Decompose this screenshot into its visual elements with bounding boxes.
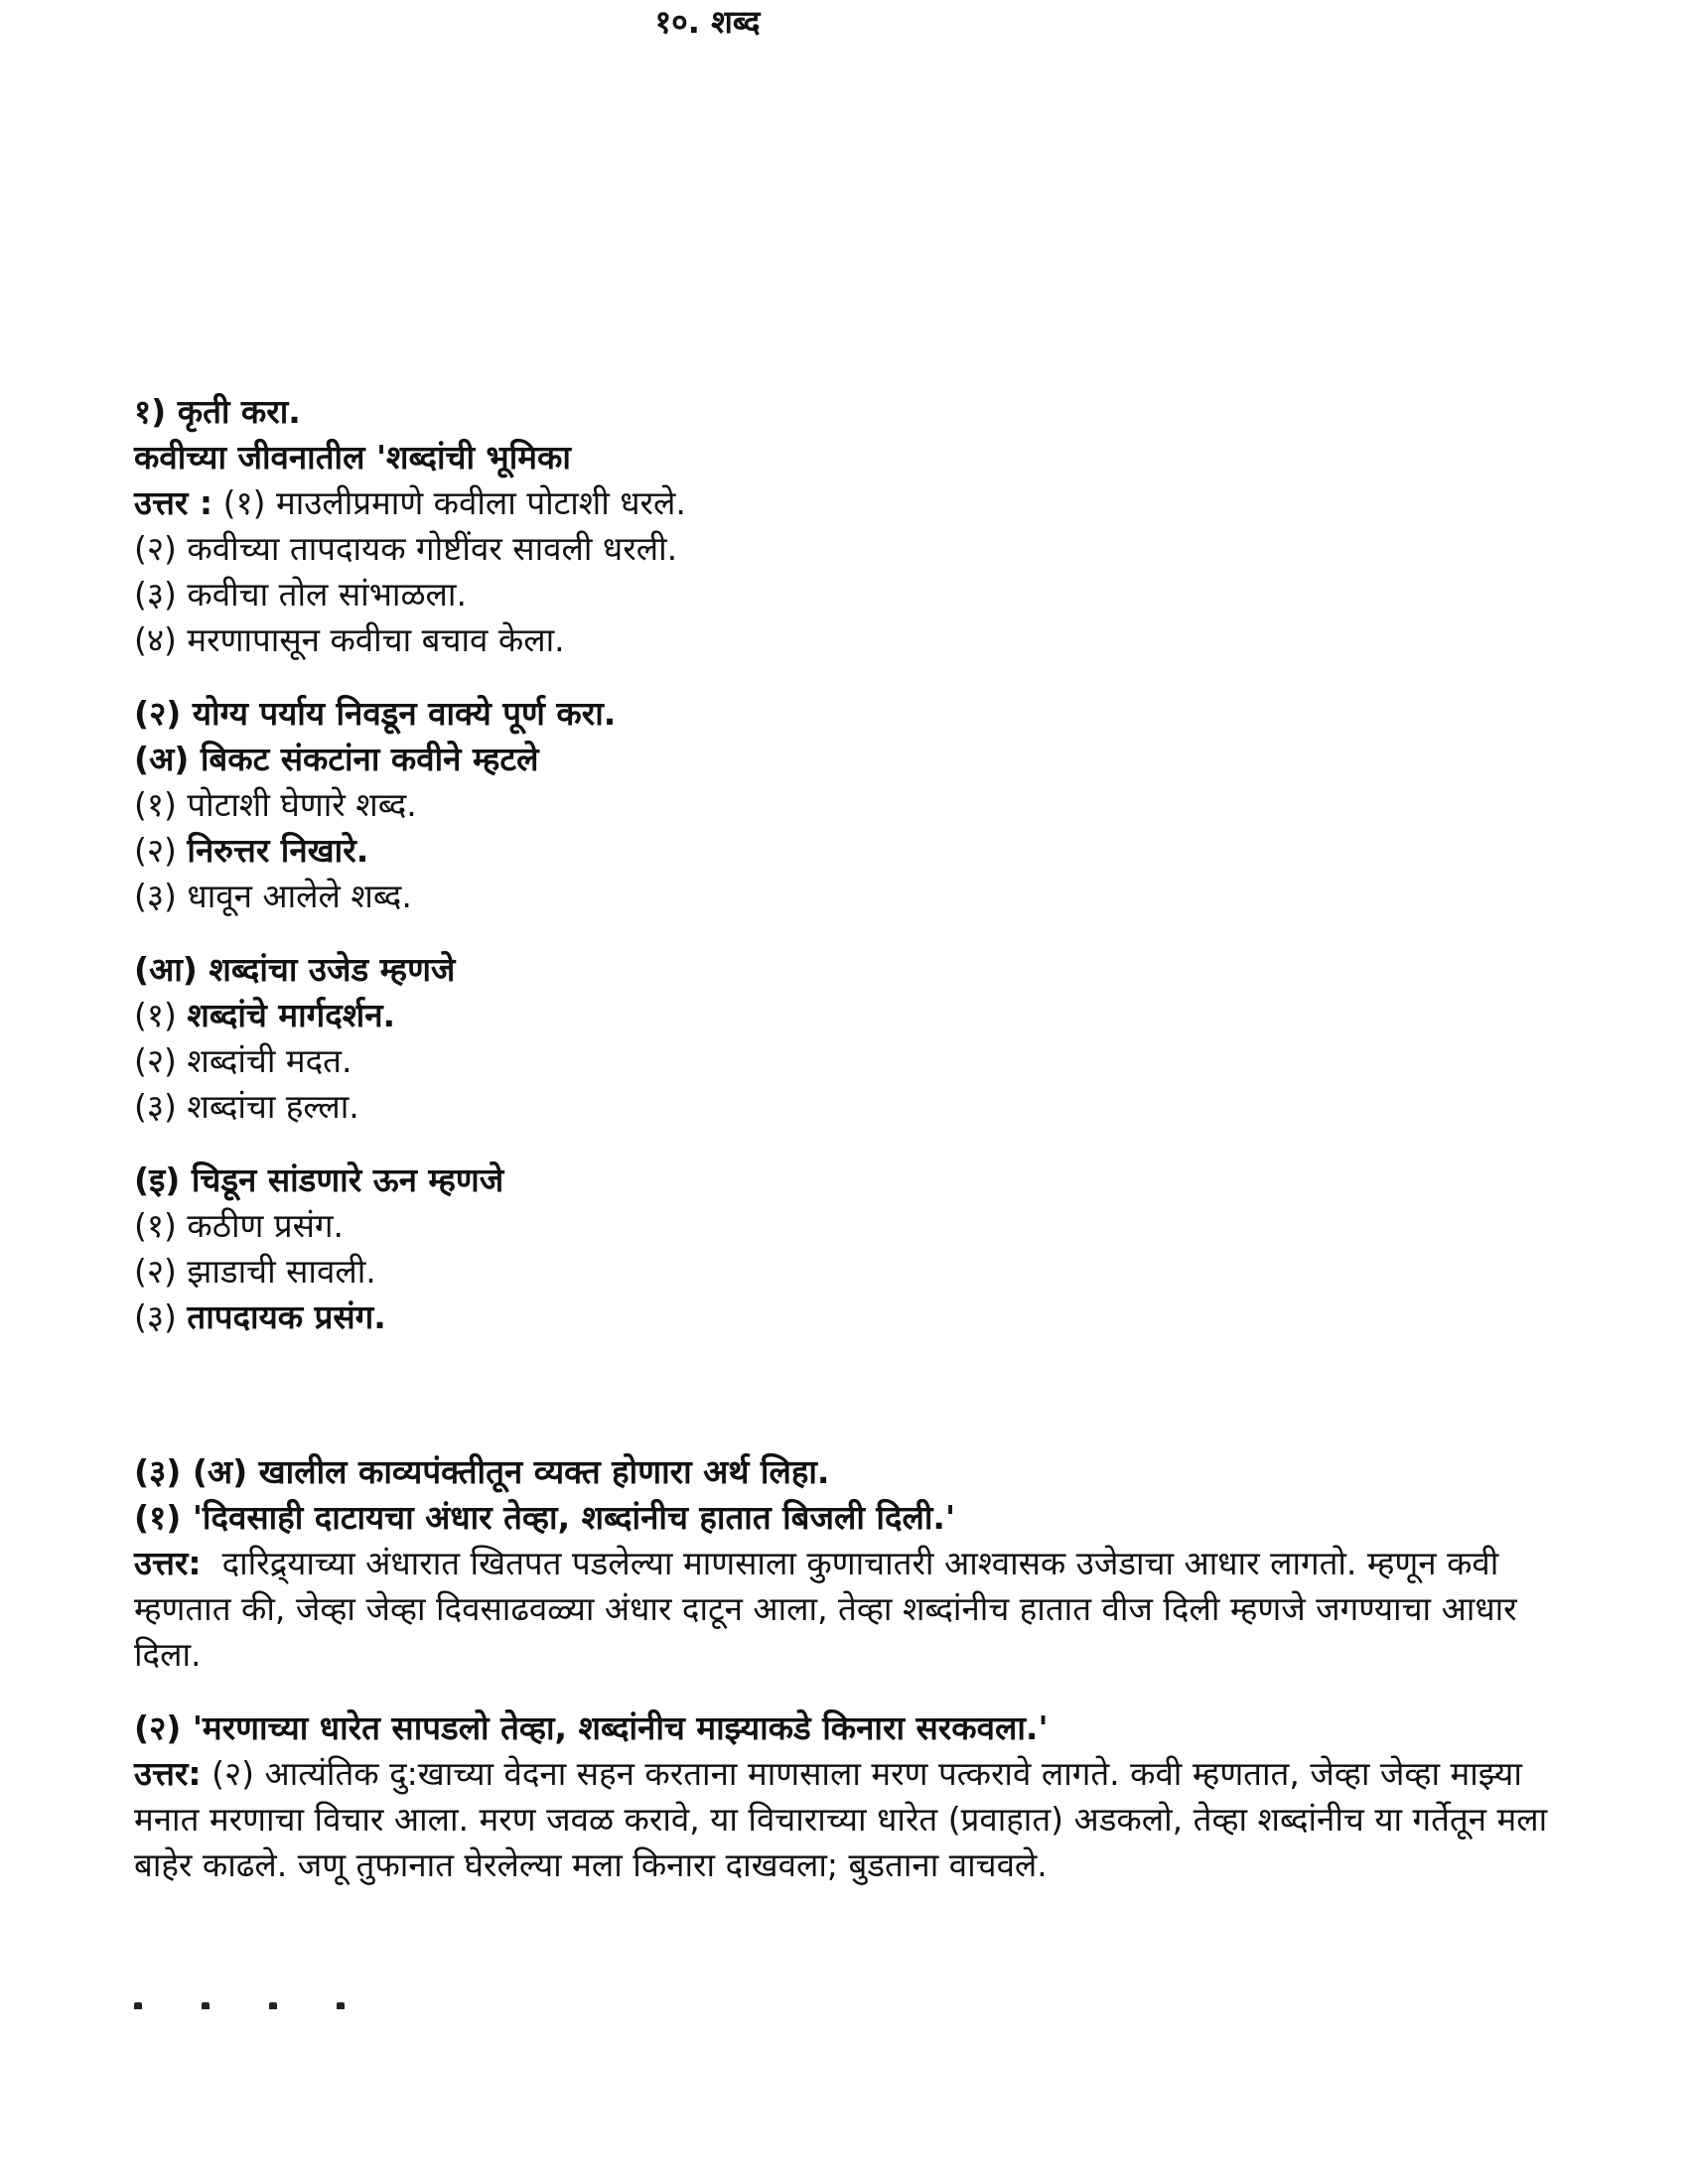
option-text: धावून आलेले शब्द. <box>187 877 412 915</box>
option-text-correct: निरुत्तर निखारे. <box>187 831 369 870</box>
option-number: (२) <box>134 1041 177 1080</box>
option-number: (२) <box>134 831 177 870</box>
q2i-option-1 <box>134 1203 1584 1249</box>
answer-text: दारिद्र्याच्या अंधारात खितपत पडलेल्या माणसाला कुणाचातरी आश्वासक उजेडाचा आधार लागतो. म्हणून कवी म्हणतात की, जेव्हा जेव्हा दिवसाढवळ्या अंधार दाटून आला, तेव्हा शब्दांनीच हातात वीज दिली म्हणजे जगण्याचा आधार दिला. <box>134 1544 1517 1674</box>
q1-subheading: कवीच्या जीवनातील 'शब्दांची भूमिका <box>134 438 571 477</box>
q1-answer-1: (१) माउलीप्रमाणे कवीला पोटाशी धरले. <box>222 483 686 522</box>
option-text-correct: शब्दांचे मार्गदर्शन. <box>187 996 396 1034</box>
q2a-option-1 <box>134 782 1584 828</box>
option-number: (१) <box>134 785 177 824</box>
option-number: (३) <box>134 877 177 915</box>
q1-answer-line-1 <box>134 480 1584 526</box>
q1-answer-label: उत्तर : <box>134 483 213 522</box>
option-number: (१) <box>134 1206 177 1245</box>
option-number: (१) <box>134 996 177 1034</box>
q2i-option-3 <box>134 1295 1584 1340</box>
q2i-heading: (इ) चिडून सांडणारे ऊन म्हणजे <box>134 1160 504 1199</box>
answer-text: (२) आत्यंतिक दु:खाच्या वेदना सहन करताना माणसाला मरण पत्करावे लागते. कवी म्हणतात, जेव्हा जेव्हा माझ्या मनात मरणाचा विचार आला. मरण जवळ करावे, या विचाराच्या धारेत (प्रवाहात) अडकलो, तेव्हा शब्दांनीच या गर्तेतून मला बाहेर काढले. जणू तुफानात घेरलेल्या मला किनारा दाखवला; बुडताना वाचवले. <box>134 1754 1548 1884</box>
q3-item1-answer <box>134 1541 1554 1678</box>
q1-heading: १) कृती करा. <box>134 392 301 431</box>
q2a-option-3 <box>134 874 1584 919</box>
answer-label: उत्तर: <box>134 1754 202 1793</box>
option-text: पोटाशी घेणारे शब्द. <box>187 785 417 824</box>
q2a-option-2 <box>134 828 1584 874</box>
cut-off-text-fragment <box>134 1995 452 2009</box>
option-text: झाडाची सावली. <box>187 1252 376 1291</box>
q3-item2-heading: (२) 'मरणाच्या धारेत सापडलो तेव्हा, शब्दांनीच माझ्याकडे किनारा सरकवला.' <box>134 1708 1049 1747</box>
q1-answer-3: (३) कवीचा तोल सांभाळला. <box>134 575 467 614</box>
option-number: (३) <box>134 1087 177 1126</box>
option-text-correct: तापदायक प्रसंग. <box>187 1297 386 1336</box>
answer-label: उत्तर: <box>134 1544 202 1582</box>
option-text: कठीण प्रसंग. <box>187 1206 344 1245</box>
option-text: शब्दांचा हल्ला. <box>187 1087 359 1126</box>
q2aa-option-3 <box>134 1084 1584 1130</box>
q2aa-heading: (आ) शब्दांचा उजेड म्हणजे <box>134 950 456 989</box>
page-title: १०. शब्द <box>654 3 761 41</box>
q2a-heading: (अ) बिकट संकटांना कवीने म्हटले <box>134 740 539 778</box>
q1-answer-2: (२) कवीच्या तापदायक गोष्टींवर सावली धरली. <box>134 529 678 568</box>
q2aa-option-2 <box>134 1038 1584 1084</box>
q3-heading: (३) (अ) खालील काव्यपंक्तीतून व्यक्त होणारा अर्थ लिहा. <box>134 1452 830 1491</box>
q2i-option-2 <box>134 1249 1584 1295</box>
option-number: (३) <box>134 1297 177 1336</box>
q2aa-option-1 <box>134 993 1584 1038</box>
q3-item1-heading: (१) 'दिवसाही दाटायचा अंधार तेव्हा, शब्दांनीच हातात बिजली दिली.' <box>134 1498 956 1537</box>
document-body <box>134 389 1584 1888</box>
q1-answer-4: (४) मरणापासून कवीचा बचाव केला. <box>134 620 565 659</box>
q2-heading: (२) योग्य पर्याय निवडून वाक्ये पूर्ण करा. <box>134 694 617 733</box>
option-number: (२) <box>134 1252 177 1291</box>
q3-item2-answer <box>134 1751 1554 1888</box>
option-text: शब्दांची मदत. <box>187 1041 352 1080</box>
